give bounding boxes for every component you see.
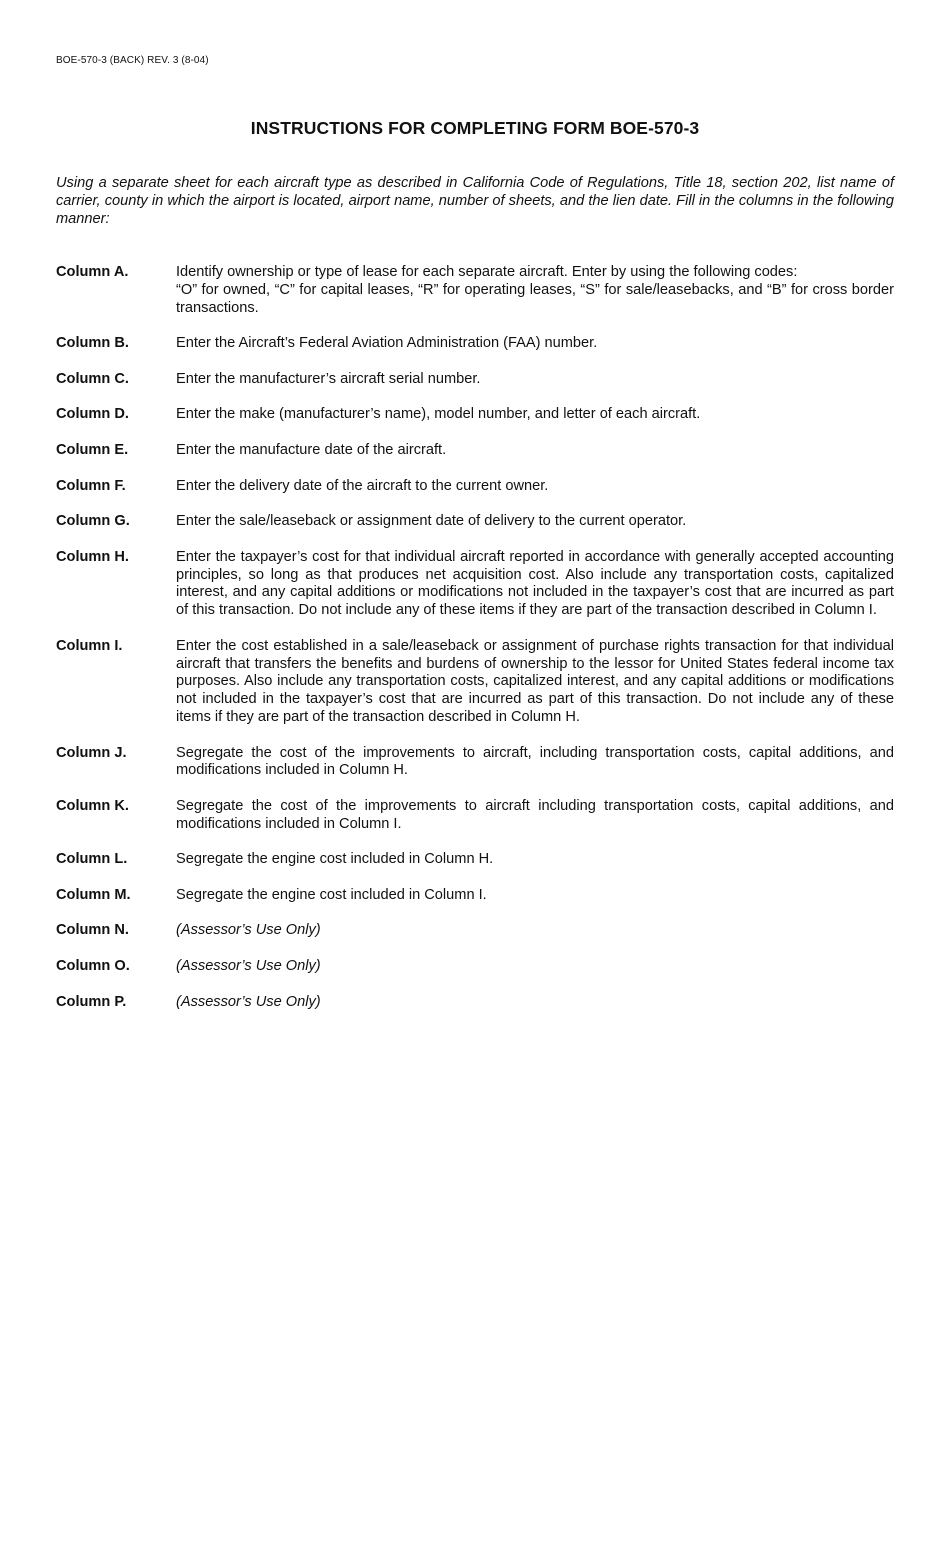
- column-f-label: Column F.: [56, 477, 126, 494]
- column-i-instruction: [56, 638, 894, 727]
- column-p-instruction: [56, 994, 894, 1012]
- column-b-text: Enter the Aircraft’s Federal Aviation Administration (FAA) number.: [176, 335, 598, 352]
- column-m-instruction: [56, 887, 894, 905]
- column-o-label: Column O.: [56, 958, 130, 975]
- column-g-instruction: [56, 513, 894, 531]
- column-k-label: Column K.: [56, 797, 129, 814]
- column-o-instruction: [56, 958, 894, 976]
- column-m-text: Segregate the engine cost included in Column I.: [176, 886, 487, 903]
- column-a-text-line-1: Identify ownership or type of lease for each separate aircraft. Enter by using the following codes:: [176, 264, 798, 280]
- column-n-instruction: [56, 922, 894, 940]
- column-e-label: Column E.: [56, 441, 129, 458]
- column-g-label: Column G.: [56, 513, 130, 530]
- column-d-label: Column D.: [56, 406, 129, 423]
- column-i-text: Enter the cost established in a sale/leaseback or assignment of purchase rights transaction for that individual aircraft that transfers the benefits and burdens of ownership to the lessor for United States federal income tax purposes. Also include any transportation costs, capitalized interest, and any capital additions or modifications not included in the taxpayer’s cost that are incurred as part of this transaction. Do not include any of these items if they are part of the transaction described in Column H.: [176, 637, 894, 725]
- column-g-text: Enter the sale/leaseback or assignment date of delivery to the current operator.: [176, 513, 687, 530]
- column-j-text: Segregate the cost of the improvements to aircraft, including transportation costs, capital additions, and modifications included in Column H.: [176, 744, 894, 779]
- column-j-label: Column J.: [56, 744, 127, 761]
- column-c-instruction: [56, 371, 894, 389]
- column-h-text: Enter the taxpayer’s cost for that individual aircraft reported in accordance with generally accepted accounting principles, so long as that produces net acquisition cost. Also include any transportation costs, capitalized interest, and any capital additions or modifications not included in the taxpayer’s cost that are incurred as part of this transaction. Do not include any of these items if they are part of the transaction described in Column I.: [176, 548, 894, 619]
- intro-paragraph: Using a separate sheet for each aircraft type as described in California Code of Regulations, Title 18, section 202, list name of carrier, county in which the airport is located, airport name, number of sheets, and the lien date. Fill in the columns in the following manner:: [56, 175, 894, 227]
- column-l-label: Column L.: [56, 851, 128, 868]
- column-k-instruction: [56, 798, 894, 834]
- column-instructions-list: [56, 264, 894, 1029]
- column-b-label: Column B.: [56, 335, 129, 352]
- column-l-instruction: [56, 851, 894, 869]
- column-a-label: Column A.: [56, 264, 129, 280]
- column-h-label: Column H.: [56, 548, 129, 565]
- form-code: BOE-570-3 (BACK) REV. 3 (8-04): [56, 55, 209, 66]
- column-a-text: [176, 264, 894, 317]
- column-n-label: Column N.: [56, 922, 129, 939]
- column-e-text: Enter the manufacture date of the aircraft.: [176, 441, 447, 458]
- column-l-text: Segregate the engine cost included in Column H.: [176, 851, 494, 868]
- column-c-text: Enter the manufacturer’s aircraft serial number.: [176, 370, 481, 387]
- column-a-instruction: [56, 264, 894, 317]
- column-d-text: Enter the make (manufacturer’s name), model number, and letter of each aircraft.: [176, 406, 701, 423]
- column-i-label: Column I.: [56, 637, 123, 654]
- column-o-text: (Assessor’s Use Only): [176, 958, 321, 975]
- column-m-label: Column M.: [56, 886, 131, 903]
- column-d-instruction: [56, 406, 894, 424]
- column-b-instruction: [56, 335, 894, 353]
- column-k-text: Segregate the cost of the improvements to aircraft including transportation costs, capital additions, and modifications included in Column I.: [176, 797, 894, 832]
- column-f-text: Enter the delivery date of the aircraft to the current owner.: [176, 477, 549, 494]
- column-c-label: Column C.: [56, 370, 129, 387]
- column-f-instruction: [56, 478, 894, 496]
- column-h-instruction: [56, 549, 894, 620]
- column-a-text-line-2: “O” for owned, “C” for capital leases, “R” for operating leases, “S” for sale/leasebacks, and “B” for cross border transactions.: [176, 281, 894, 316]
- page-title: INSTRUCTIONS FOR COMPLETING FORM BOE-570-3: [250, 118, 700, 138]
- column-j-instruction: [56, 745, 894, 781]
- column-n-text: (Assessor’s Use Only): [176, 922, 321, 939]
- column-p-text: (Assessor’s Use Only): [176, 993, 321, 1010]
- column-p-label: Column P.: [56, 993, 127, 1010]
- column-e-instruction: [56, 442, 894, 460]
